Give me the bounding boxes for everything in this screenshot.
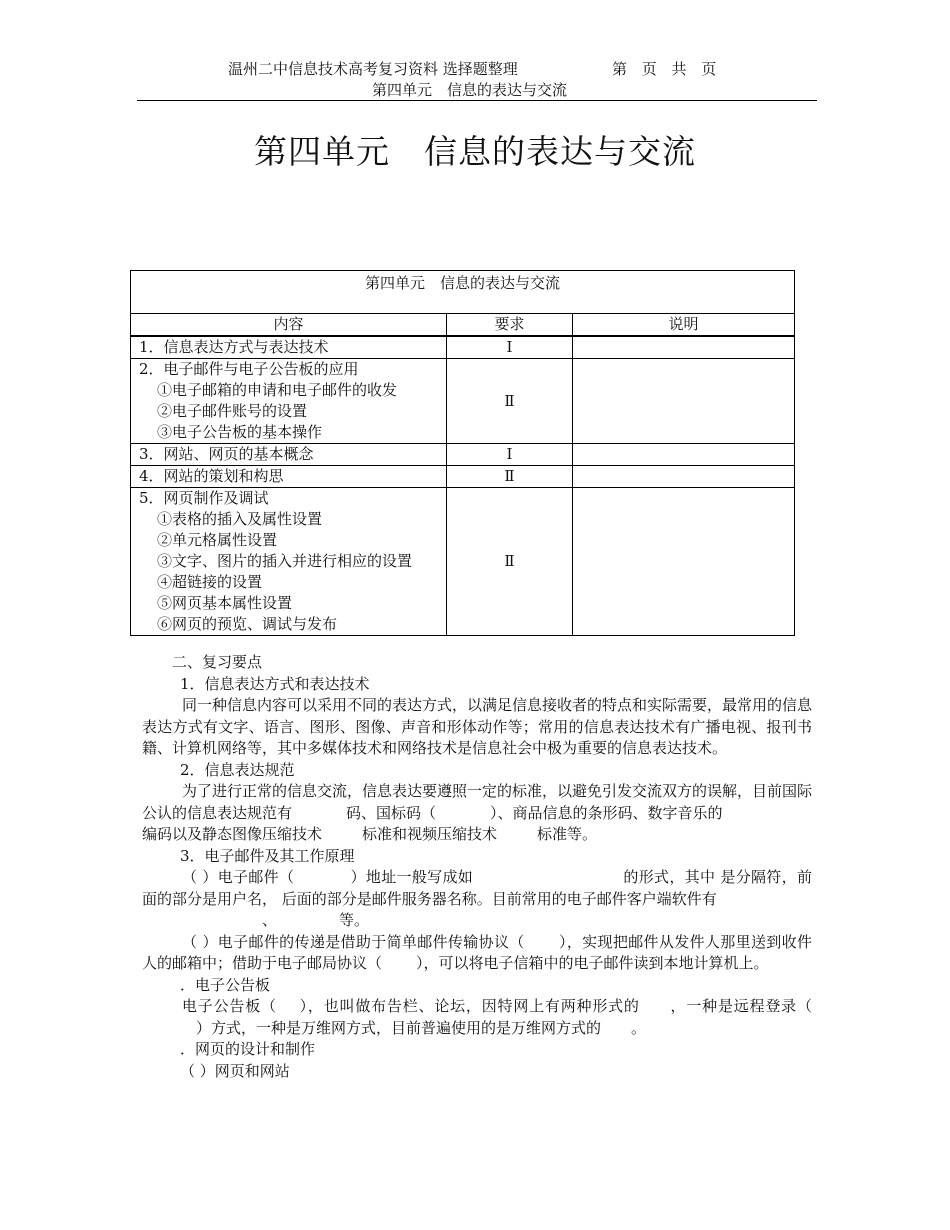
text-run: 编码以及静态图像压缩技术: [142, 825, 323, 843]
section-heading: 1．信息表达方式和表达技术: [180, 674, 370, 693]
text-run: （: [796, 997, 812, 1015]
text-run: 的形式，其中 是分隔符，: [623, 868, 797, 886]
row-note: [573, 488, 795, 636]
row-content-line: 5．网页制作及调试: [139, 489, 269, 507]
row-subitem: ①电子邮箱的申请和电子邮件的收发: [157, 381, 398, 399]
text-run: 、: [262, 911, 278, 929]
review-points: [142, 652, 812, 1082]
text-run: 电子公告板（: [182, 997, 277, 1015]
row-requirement: Ⅰ: [447, 336, 573, 359]
text-run: ），实现把邮件从发件人那里送到收件人的邮箱中；借助于电子邮局协议（: [142, 932, 812, 972]
table-header-row: [131, 314, 795, 337]
text-run: 为了进行正常的信息交流，信息表达要遵照一定的标准，以避免引发交流双方的误解，目前国际公认的信息表达规范有: [142, 782, 813, 822]
header-page-number: 第 页 共 页: [612, 60, 717, 78]
text-run: ），可以将电子信箱中的电子邮件读到本地计算机上。: [416, 954, 769, 972]
text-run: 码、国标码（: [346, 803, 437, 822]
row-content-line: 1．信息表达方式与表达技术: [139, 338, 329, 356]
text-run: ）、商品信息的条形码、数字音乐的: [490, 803, 723, 822]
paragraph: [142, 867, 812, 932]
section-heading: ．电子公告板: [180, 975, 271, 994]
header-requirement: 要求: [447, 314, 573, 337]
header-rule: [137, 100, 817, 101]
table-row: [131, 466, 795, 488]
header-left-text: 温州二中信息技术高考复习资料 选择题整理: [228, 60, 518, 78]
row-note: [573, 359, 795, 444]
row-requirement: Ⅱ: [447, 359, 573, 444]
table-row: [131, 444, 795, 466]
row-note: [573, 466, 795, 488]
paragraph: [142, 932, 812, 975]
text-run: 标准等。: [537, 825, 598, 843]
requirements-table: [130, 270, 795, 636]
row-subitem: ①表格的插入及属性设置: [157, 510, 323, 528]
row-content-line: 3．网站、网页的基本概念: [139, 445, 314, 463]
page-title: 第四单元 信息的表达与交流: [254, 132, 696, 171]
text-run: 前面的部分是用户名， 后面的部分是邮件服务器名称。目前常用的电子邮件客户端软件有: [142, 868, 812, 908]
table-caption: 第四单元 信息的表达与交流: [131, 271, 795, 314]
row-content-line: 2．电子邮件与电子公告板的应用: [139, 360, 359, 378]
paragraph: 同一种信息内容可以采用不同的表达方式，以满足信息接收者的特点和实际需要，最常用的信息表达方式有文字、语言、图形、图像、声音和形体动作等；常用的信息表达技术有广播电视、报刊书籍、计算机网络等，其中多媒体技术和网络技术是信息社会中极为重要的信息表达技术。: [142, 696, 813, 757]
section-heading: ．网页的设计和制作: [180, 1040, 316, 1058]
header-content: 内容: [131, 314, 447, 337]
paragraph: [142, 781, 812, 846]
row-subitem: ③电子公告板的基本操作: [157, 423, 323, 441]
text-run: ）地址一般写成如: [350, 868, 474, 886]
section-heading: 二、复习要点: [172, 653, 263, 671]
row-subitem: ⑤网页基本属性设置: [157, 594, 293, 612]
section-heading: 2．信息表达规范: [180, 760, 295, 779]
text-run: 等。: [339, 911, 370, 929]
row-requirement: Ⅱ: [447, 488, 573, 636]
row-note: [573, 336, 795, 359]
row-subitem: ③文字、图片的插入并进行相应的设置: [157, 552, 413, 570]
table-row: [131, 336, 795, 359]
row-requirement: Ⅱ: [447, 466, 573, 488]
row-note: [573, 444, 795, 466]
text-run: 。: [631, 1018, 647, 1037]
table-row: [131, 359, 795, 444]
text-run: ，一种是远程登录: [669, 997, 797, 1015]
table-caption-row: [131, 271, 795, 314]
section-heading: 3．电子邮件及其工作原理: [180, 846, 355, 865]
text-run: ），也叫做布告栏、论坛，因特网上有两种形式的: [298, 997, 640, 1015]
row-requirement: Ⅰ: [447, 444, 573, 466]
text-run: ）方式，一种是万维网方式，目前普遍使用的是万维网方式的: [196, 1018, 602, 1037]
row-subitem: ②单元格属性设置: [157, 531, 278, 549]
text-run: （ ）电子邮件（: [182, 868, 295, 886]
paragraph: [142, 996, 812, 1039]
text-run: （ ）电子邮件的传递是借助于简单邮件传输协议（: [182, 932, 525, 951]
table-row: [131, 488, 795, 636]
row-subitem: ④超链接的设置: [157, 573, 263, 591]
subsection-item: （ ）网页和网站: [180, 1061, 290, 1080]
row-subitem: ②电子邮件账号的设置: [157, 402, 308, 420]
row-subitem: ⑥网页的预览、调试与发布: [157, 615, 338, 633]
header-note: 说明: [573, 314, 795, 337]
row-content-line: 4．网站的策划和构思: [139, 467, 284, 485]
text-run: 标准和视频压缩技术: [362, 825, 498, 843]
header-subtitle: 第四单元 信息的表达与交流: [372, 81, 568, 99]
